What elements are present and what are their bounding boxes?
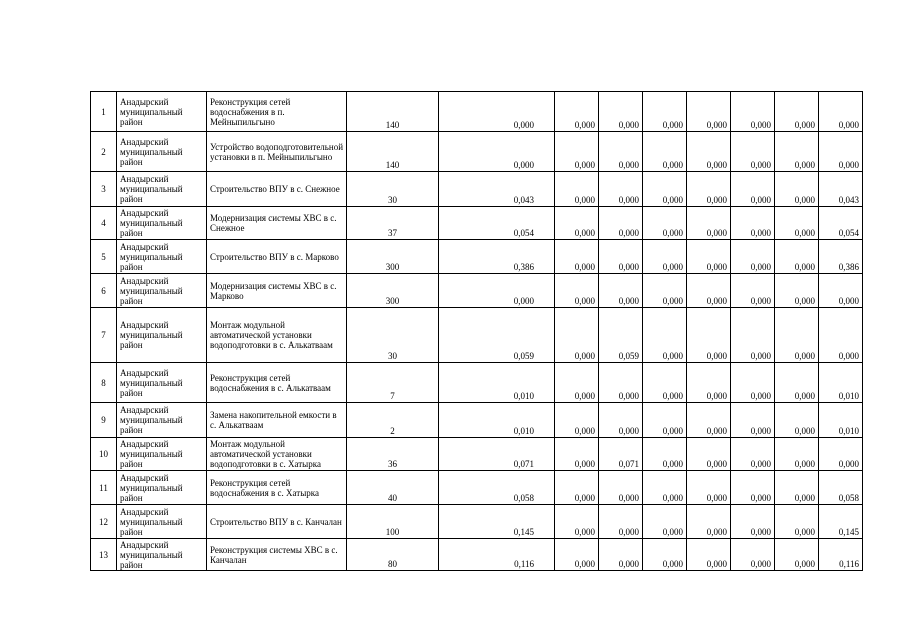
table-row [91, 92, 863, 132]
district-cell: Анадырский муниципальный район [117, 132, 207, 172]
value-cell: 0,000 [731, 274, 775, 308]
table-row [91, 403, 863, 438]
total-cell: 0,071 [439, 438, 555, 471]
table-row [91, 207, 863, 240]
total-cell: 0,058 [439, 471, 555, 505]
value-cell: 0,000 [775, 207, 819, 240]
value-cell: 0,000 [599, 363, 643, 403]
project-cell: Модернизация системы ХВС в с. Марково [207, 274, 347, 308]
value-cell: 0,000 [775, 274, 819, 308]
total-cell: 0,000 [439, 274, 555, 308]
row-number: 7 [91, 308, 117, 363]
value-cell: 0,000 [731, 172, 775, 207]
value-cell: 0,000 [643, 207, 687, 240]
district-cell: Анадырский муниципальный район [117, 172, 207, 207]
project-cell: Реконструкция сетей водоснабжения в с. Алькатваам [207, 363, 347, 403]
district-cell: Анадырский муниципальный район [117, 471, 207, 505]
value-cell: 0,000 [775, 539, 819, 571]
capacity-cell: 300 [347, 274, 439, 308]
value-cell: 0,386 [819, 240, 863, 274]
table-row [91, 539, 863, 571]
value-cell: 0,000 [775, 438, 819, 471]
value-cell: 0,000 [643, 471, 687, 505]
value-cell: 0,000 [555, 471, 599, 505]
value-cell: 0,000 [555, 539, 599, 571]
value-cell: 0,010 [819, 363, 863, 403]
value-cell: 0,000 [731, 505, 775, 539]
total-cell: 0,116 [439, 539, 555, 571]
value-cell: 0,000 [643, 274, 687, 308]
value-cell: 0,000 [555, 505, 599, 539]
value-cell: 0,000 [687, 308, 731, 363]
value-cell: 0,000 [599, 471, 643, 505]
value-cell: 0,000 [599, 207, 643, 240]
value-cell: 0,000 [687, 274, 731, 308]
district-cell: Анадырский муниципальный район [117, 438, 207, 471]
capacity-cell: 37 [347, 207, 439, 240]
value-cell: 0,000 [687, 505, 731, 539]
district-cell: Анадырский муниципальный район [117, 363, 207, 403]
value-cell: 0,000 [687, 92, 731, 132]
capacity-cell: 140 [347, 132, 439, 172]
value-cell: 0,000 [731, 92, 775, 132]
table-row [91, 240, 863, 274]
project-cell: Модернизация системы ХВС в с. Снежное [207, 207, 347, 240]
table-row [91, 172, 863, 207]
value-cell: 0,000 [643, 438, 687, 471]
value-cell: 0,000 [687, 207, 731, 240]
value-cell: 0,000 [731, 308, 775, 363]
value-cell: 0,000 [599, 172, 643, 207]
project-cell: Реконструкция сетей водоснабжения в с. Хатырка [207, 471, 347, 505]
value-cell: 0,000 [731, 471, 775, 505]
project-cell: Реконструкция сетей водоснабжения в п. Мейныпильгыно [207, 92, 347, 132]
value-cell: 0,000 [555, 132, 599, 172]
total-cell: 0,386 [439, 240, 555, 274]
table-row [91, 471, 863, 505]
value-cell: 0,000 [819, 438, 863, 471]
value-cell: 0,000 [819, 274, 863, 308]
value-cell: 0,043 [819, 172, 863, 207]
total-cell: 0,000 [439, 92, 555, 132]
value-cell: 0,058 [819, 471, 863, 505]
value-cell: 0,000 [643, 132, 687, 172]
value-cell: 0,000 [687, 363, 731, 403]
project-cell: Строительство ВПУ в с. Марково [207, 240, 347, 274]
value-cell: 0,000 [731, 539, 775, 571]
capacity-cell: 7 [347, 363, 439, 403]
value-cell: 0,000 [555, 274, 599, 308]
total-cell: 0,010 [439, 403, 555, 438]
value-cell: 0,010 [819, 403, 863, 438]
table-row [91, 308, 863, 363]
value-cell: 0,000 [643, 403, 687, 438]
value-cell: 0,000 [643, 308, 687, 363]
row-number: 11 [91, 471, 117, 505]
total-cell: 0,043 [439, 172, 555, 207]
value-cell: 0,000 [731, 438, 775, 471]
value-cell: 0,000 [687, 132, 731, 172]
row-number: 12 [91, 505, 117, 539]
district-cell: Анадырский муниципальный район [117, 539, 207, 571]
district-cell: Анадырский муниципальный район [117, 240, 207, 274]
table-row [91, 132, 863, 172]
district-cell: Анадырский муниципальный район [117, 274, 207, 308]
value-cell: 0,000 [775, 471, 819, 505]
value-cell: 0,000 [731, 207, 775, 240]
value-cell: 0,000 [775, 240, 819, 274]
investment-table [90, 91, 863, 571]
total-cell: 0,010 [439, 363, 555, 403]
value-cell: 0,000 [643, 172, 687, 207]
project-cell: Устройство водоподготовительной установки в п. Мейныпильгыно [207, 132, 347, 172]
value-cell: 0,000 [687, 240, 731, 274]
project-cell: Монтаж модульной автоматической установки водоподготовки в с. Алькатваам [207, 308, 347, 363]
value-cell: 0,000 [687, 172, 731, 207]
capacity-cell: 300 [347, 240, 439, 274]
value-cell: 0,000 [643, 92, 687, 132]
value-cell: 0,000 [643, 505, 687, 539]
value-cell: 0,000 [731, 403, 775, 438]
value-cell: 0,000 [643, 539, 687, 571]
value-cell: 0,000 [775, 308, 819, 363]
value-cell: 0,000 [775, 92, 819, 132]
capacity-cell: 100 [347, 505, 439, 539]
value-cell: 0,000 [555, 363, 599, 403]
value-cell: 0,000 [731, 132, 775, 172]
capacity-cell: 40 [347, 471, 439, 505]
district-cell: Анадырский муниципальный район [117, 207, 207, 240]
value-cell: 0,000 [555, 240, 599, 274]
value-cell: 0,000 [775, 505, 819, 539]
total-cell: 0,000 [439, 132, 555, 172]
row-number: 10 [91, 438, 117, 471]
row-number: 4 [91, 207, 117, 240]
value-cell: 0,000 [599, 505, 643, 539]
value-cell: 0,000 [687, 403, 731, 438]
value-cell: 0,000 [555, 172, 599, 207]
value-cell: 0,000 [555, 92, 599, 132]
value-cell: 0,000 [775, 172, 819, 207]
capacity-cell: 36 [347, 438, 439, 471]
value-cell: 0,000 [599, 403, 643, 438]
value-cell: 0,000 [775, 403, 819, 438]
capacity-cell: 140 [347, 92, 439, 132]
row-number: 8 [91, 363, 117, 403]
district-cell: Анадырский муниципальный район [117, 308, 207, 363]
value-cell: 0,000 [731, 240, 775, 274]
value-cell: 0,000 [599, 240, 643, 274]
row-number: 13 [91, 539, 117, 571]
value-cell: 0,000 [819, 92, 863, 132]
capacity-cell: 30 [347, 308, 439, 363]
table-row [91, 438, 863, 471]
row-number: 9 [91, 403, 117, 438]
project-cell: Реконструкция системы ХВС в с. Канчалан [207, 539, 347, 571]
total-cell: 0,059 [439, 308, 555, 363]
value-cell: 0,145 [819, 505, 863, 539]
value-cell: 0,000 [599, 92, 643, 132]
value-cell: 0,000 [819, 132, 863, 172]
row-number: 2 [91, 132, 117, 172]
value-cell: 0,000 [731, 363, 775, 403]
row-number: 1 [91, 92, 117, 132]
total-cell: 0,054 [439, 207, 555, 240]
district-cell: Анадырский муниципальный район [117, 92, 207, 132]
value-cell: 0,000 [775, 132, 819, 172]
district-cell: Анадырский муниципальный район [117, 505, 207, 539]
table-row [91, 363, 863, 403]
value-cell: 0,000 [775, 363, 819, 403]
capacity-cell: 80 [347, 539, 439, 571]
project-cell: Замена накопительной емкости в с. Алькатваам [207, 403, 347, 438]
value-cell: 0,000 [599, 539, 643, 571]
value-cell: 0,000 [555, 207, 599, 240]
value-cell: 0,059 [599, 308, 643, 363]
total-cell: 0,145 [439, 505, 555, 539]
capacity-cell: 30 [347, 172, 439, 207]
value-cell: 0,000 [555, 403, 599, 438]
value-cell: 0,071 [599, 438, 643, 471]
row-number: 6 [91, 274, 117, 308]
value-cell: 0,000 [599, 132, 643, 172]
value-cell: 0,000 [687, 539, 731, 571]
project-cell: Строительство ВПУ в с. Снежное [207, 172, 347, 207]
value-cell: 0,000 [555, 308, 599, 363]
project-cell: Строительство ВПУ в с. Канчалан [207, 505, 347, 539]
row-number: 3 [91, 172, 117, 207]
row-number: 5 [91, 240, 117, 274]
capacity-cell: 2 [347, 403, 439, 438]
value-cell: 0,000 [599, 274, 643, 308]
value-cell: 0,000 [643, 240, 687, 274]
value-cell: 0,000 [687, 438, 731, 471]
value-cell: 0,000 [555, 438, 599, 471]
table-row [91, 505, 863, 539]
value-cell: 0,000 [643, 363, 687, 403]
table-row [91, 274, 863, 308]
value-cell: 0,116 [819, 539, 863, 571]
project-cell: Монтаж модульной автоматической установки водоподготовки в с. Хатырка [207, 438, 347, 471]
value-cell: 0,000 [687, 471, 731, 505]
value-cell: 0,000 [819, 308, 863, 363]
value-cell: 0,054 [819, 207, 863, 240]
district-cell: Анадырский муниципальный район [117, 403, 207, 438]
